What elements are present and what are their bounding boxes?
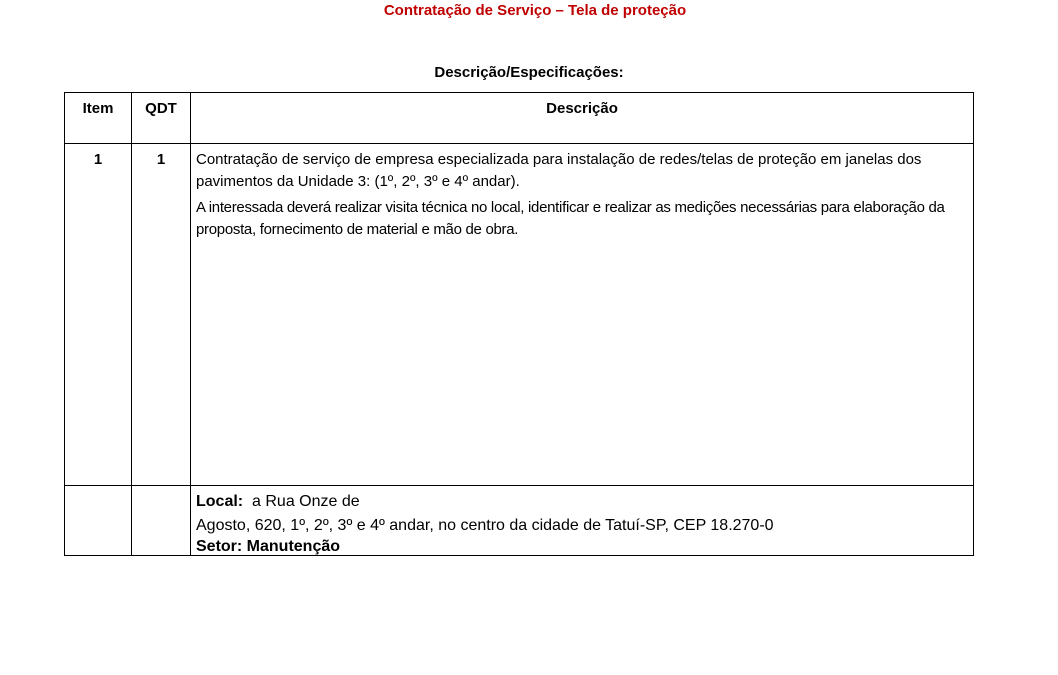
location-line-1: [196, 490, 969, 514]
location-label: Local:: [196, 493, 244, 510]
specification-table: [64, 92, 974, 556]
empty-cell: [65, 486, 132, 556]
description-paragraph: A interessada deverá realizar visita técnica no local, identificar e realizar as medições necessárias para elaboração da proposta, fornecimento de material e mão de obra.: [196, 199, 945, 238]
section-heading: Descrição/Especificações:: [434, 64, 624, 81]
table-row: [65, 144, 974, 486]
location-row: [65, 486, 974, 556]
document-title: Contratação de Serviço – Tela de proteção: [383, 2, 687, 19]
table-header-row: [65, 93, 974, 144]
sector-label: Setor: Manutenção: [196, 538, 341, 555]
column-header-descricao: Descrição: [191, 93, 974, 144]
description-cell: [191, 144, 974, 486]
description-paragraph: Contratação de serviço de empresa especializada para instalação de redes/telas de proteção em janelas dos pavimentos da Unidade 3: (1º, 2º, 3º e 4º andar).: [196, 151, 922, 190]
item-number-cell: 1: [65, 144, 132, 486]
quantity-cell: 1: [132, 144, 191, 486]
column-header-qdt: QDT: [132, 93, 191, 144]
location-cell: [191, 486, 974, 556]
empty-cell: [132, 486, 191, 556]
location-address-start: a Rua Onze de: [252, 493, 360, 510]
column-header-item: Item: [65, 93, 132, 144]
location-line-2: Agosto, 620, 1º, 2º, 3º e 4º andar, no centro da cidade de Tatuí-SP, CEP 18.270-0: [196, 517, 774, 534]
